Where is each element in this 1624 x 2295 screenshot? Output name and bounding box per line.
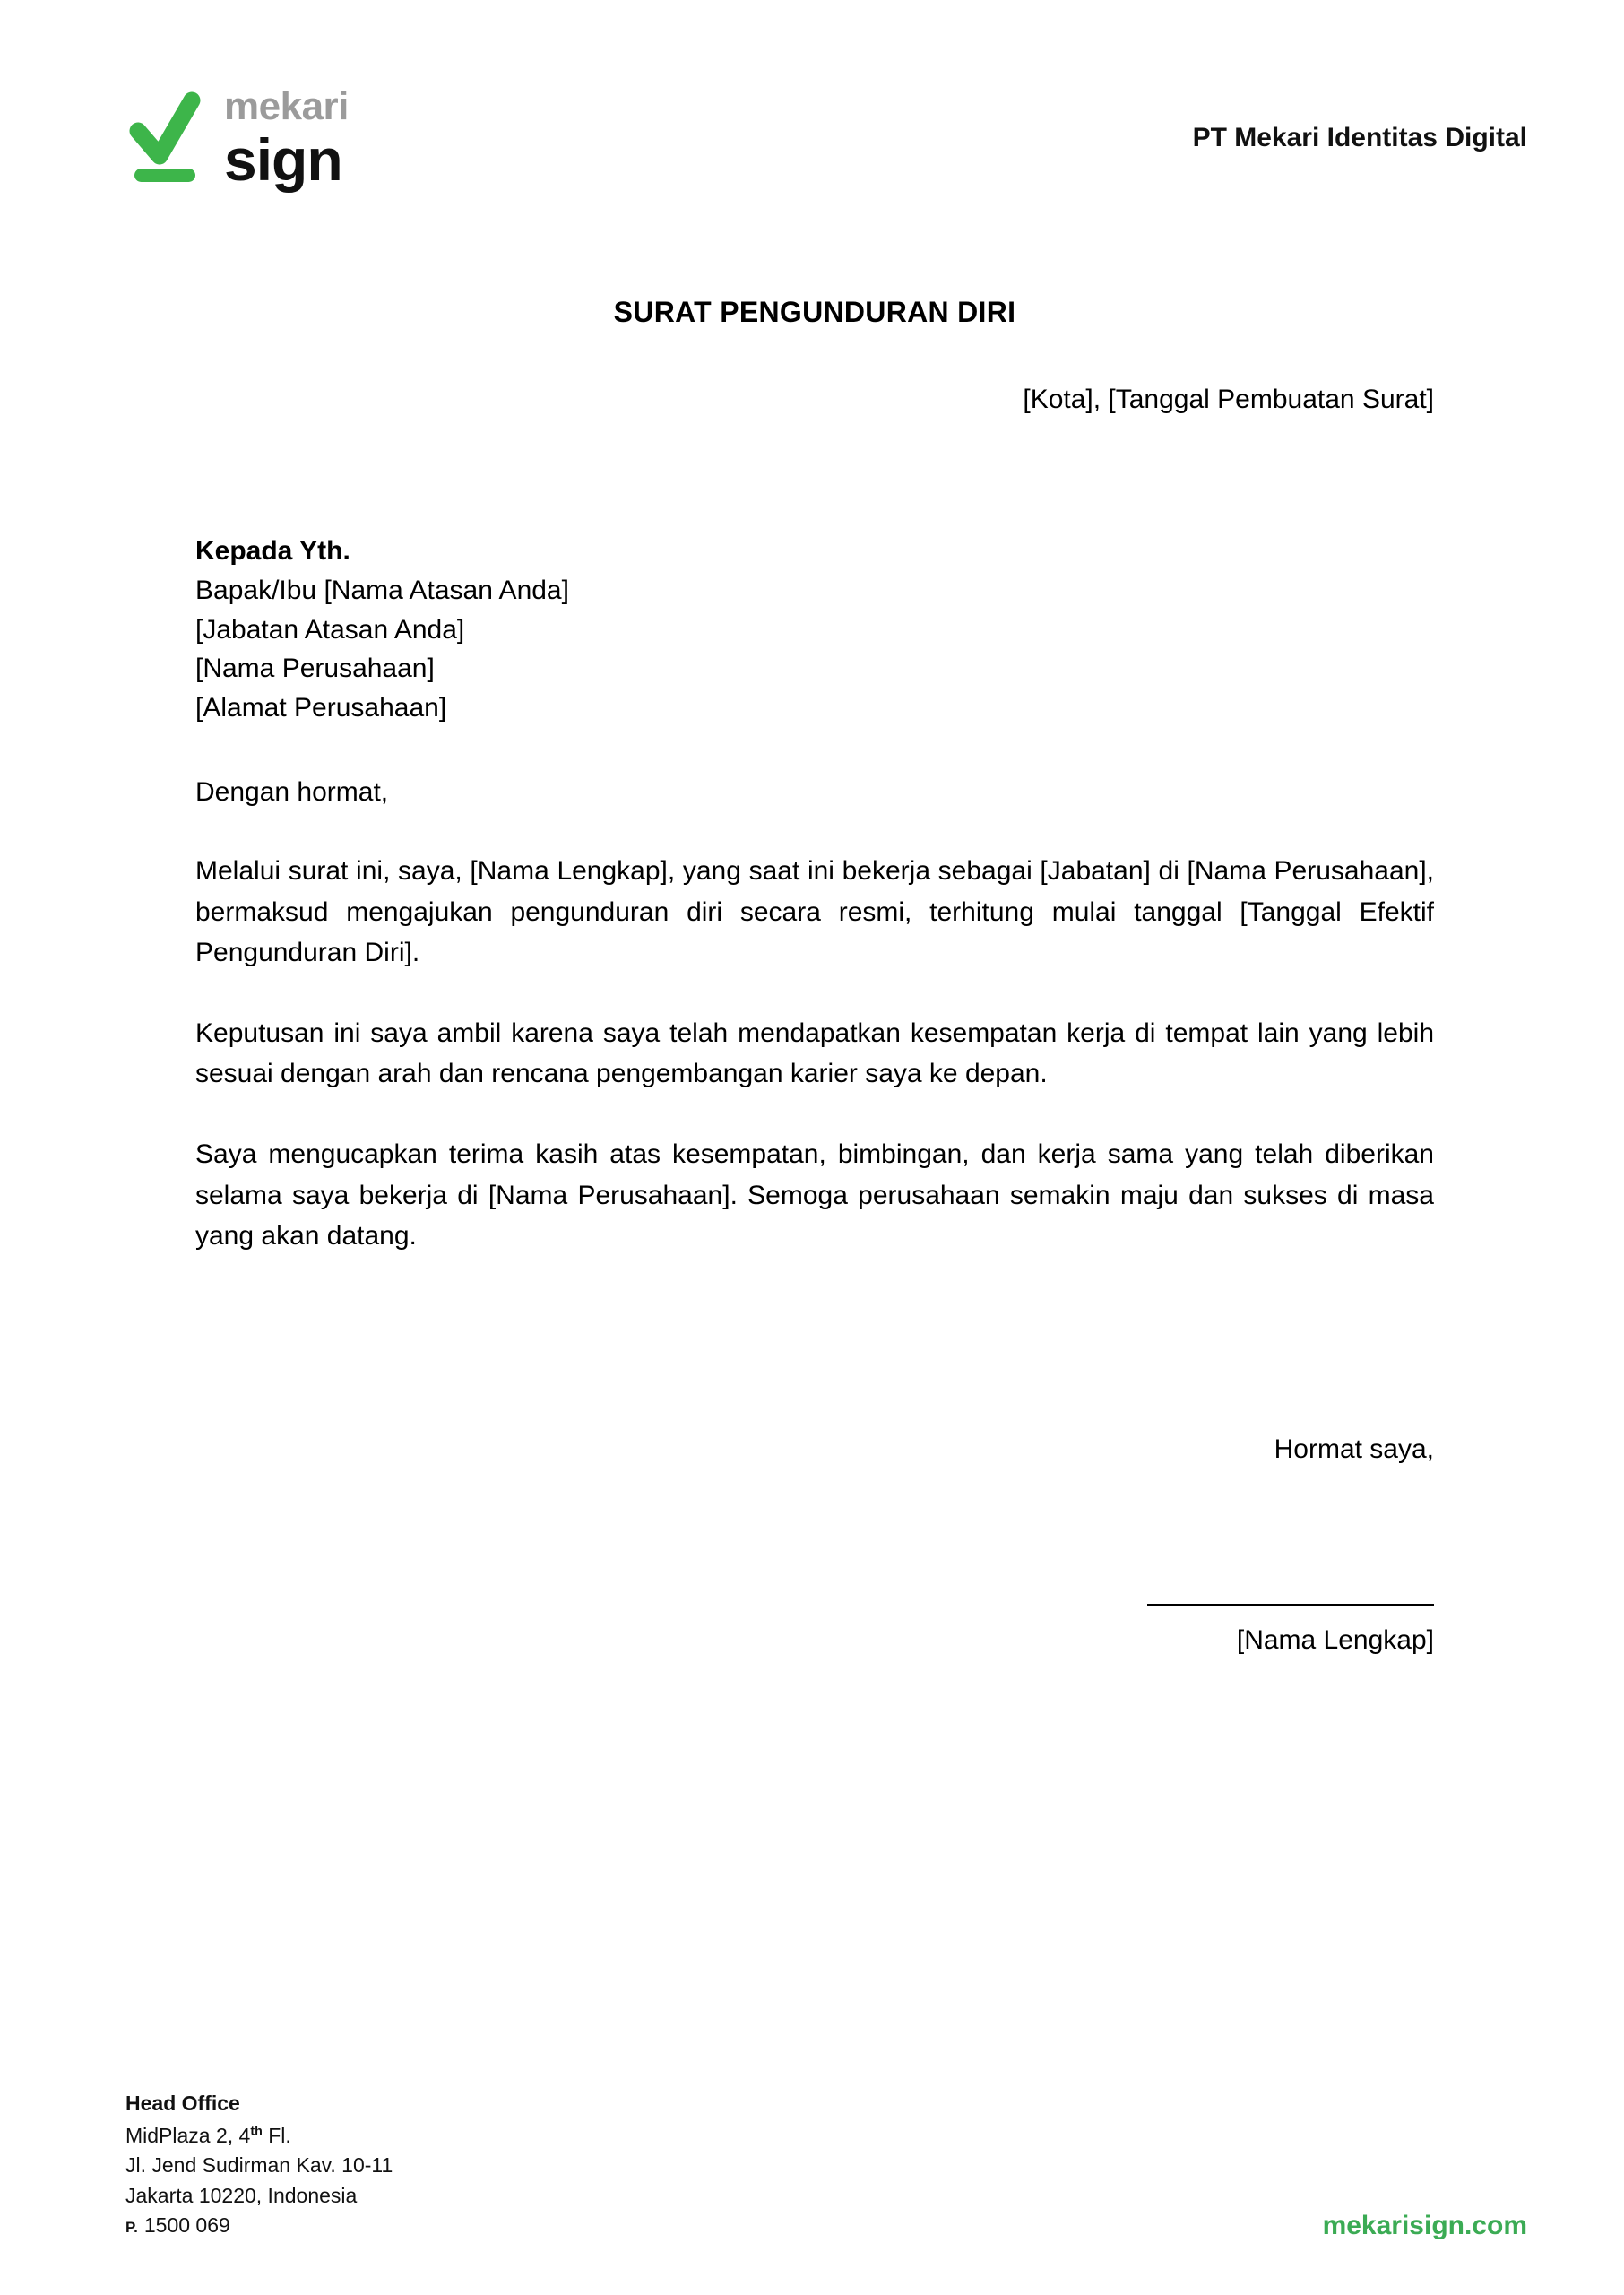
footer-address-line-3: Jakarta 10220, Indonesia [125, 2183, 358, 2207]
mekari-sign-logo [125, 84, 349, 192]
footer-phone-number: 1500 069 [143, 2213, 230, 2238]
letterhead-header [125, 75, 1527, 201]
letter-footer [125, 2089, 1527, 2241]
footer-address-block [125, 2089, 393, 2241]
logo-mekari-text: mekari [224, 84, 349, 128]
footer-address-line-1 [125, 2121, 393, 2152]
signature-name: [Nama Lengkap] [1236, 1625, 1434, 1655]
page-title: SURAT PENGUNDURAN DIRI [613, 296, 1016, 328]
footer-phone-label: P. [125, 2219, 138, 2237]
body-paragraph-2: Keputusan ini saya ambil karena saya telah mendapatkan kesempatan kerja di tempat lain yang lebih sesuai dengan arah dan rencana pengembangan karier saya ke depan. [195, 1018, 1434, 1089]
logo-wordmark [224, 84, 349, 193]
recipient-line-4: [Alamat Perusahaan] [195, 693, 447, 723]
signature-closing: Hormat saya, [1274, 1434, 1434, 1464]
footer-floor-superscript: th [250, 2124, 263, 2139]
recipient-line-2: [Jabatan Atasan Anda] [195, 614, 465, 645]
letter-body [195, 296, 1434, 1296]
recipient-heading: Kepada Yth. [195, 536, 350, 566]
signature-line [1147, 1604, 1434, 1606]
company-name: PT Mekari Identitas Digital [1192, 123, 1527, 152]
footer-address-line-1-pre: MidPlaza 2, 4 [125, 2123, 251, 2147]
footer-phone [125, 2211, 393, 2241]
recipient-block [195, 532, 1434, 728]
date-line: [Kota], [Tanggal Pembuatan Surat] [1023, 385, 1434, 414]
body-paragraph-3: Saya mengucapkan terima kasih atas kesempatan, bimbingan, dan kerja sama yang telah diberikan selama saya bekerja di [Nama Perusahaan]. Semoga perusahaan semakin maju dan sukses di masa yang akan datang. [195, 1139, 1434, 1251]
recipient-line-1: Bapak/Ibu [Nama Atasan Anda] [195, 575, 569, 605]
salutation: Dengan hormat, [195, 776, 389, 807]
footer-address-line-2: Jl. Jend Sudirman Kav. 10-11 [125, 2153, 393, 2178]
footer-address-line-1-post: Fl. [262, 2123, 291, 2147]
footer-office-label: Head Office [125, 2091, 240, 2116]
body-paragraph-1: Melalui surat ini, saya, [Nama Lengkap], yang saat ini bekerja sebagai [Jabatan] di [Nama Perusahaan], bermaksud mengajukan pengunduran diri secara resmi, terhitung mulai tanggal [Tanggal Efektif Pengunduran Diri]. [195, 855, 1434, 968]
footer-website-link[interactable]: mekarisign.com [1322, 2211, 1527, 2240]
logo-sign-text: sign [224, 126, 342, 193]
checkmark-logo-icon [125, 84, 208, 192]
signature-block [195, 1434, 1434, 1656]
recipient-line-3: [Nama Perusahaan] [195, 654, 435, 684]
